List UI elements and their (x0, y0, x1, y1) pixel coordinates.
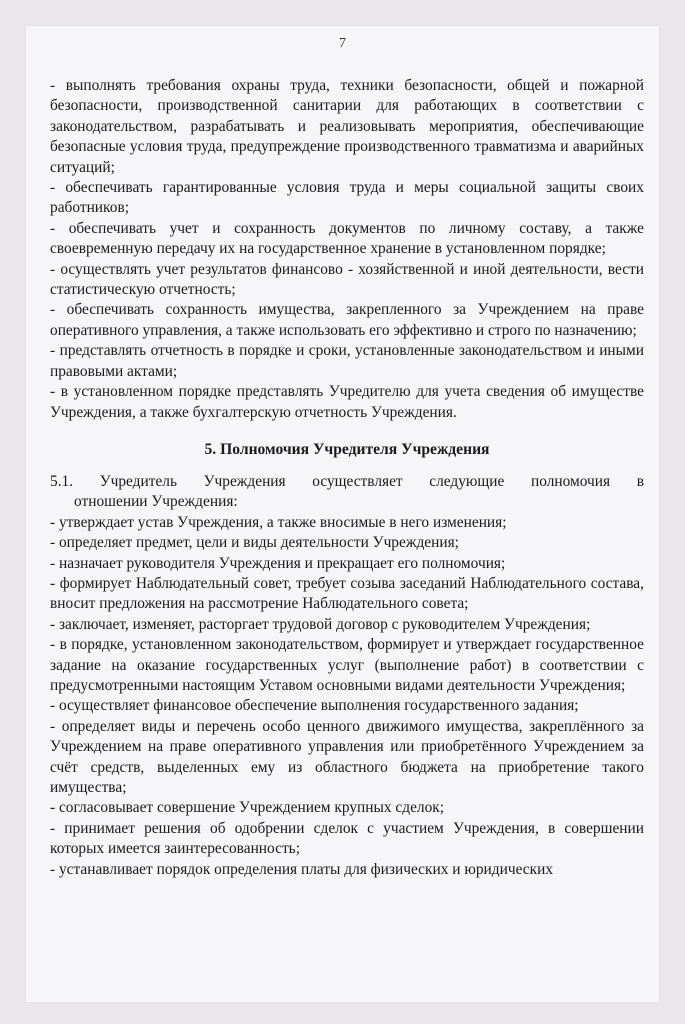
powers-list (50, 513, 644, 880)
list-item: - в установленном порядке представлять Учредителю для учета сведения об имуществе Учреждения, а также бухгалтерскую отчетность Учреждения. (50, 383, 644, 421)
list-item: - обеспечивать сохранность имущества, закрепленного за Учреждением на праве оперативного управления, а также использовать его эффективно и строго по назначению; (50, 301, 644, 339)
list-item: - утверждает устав Учреждения, а также вносимые в него изменения; (50, 513, 507, 531)
list-item: - выполнять требования охраны труда, техники безопасности, общей и пожарной безопасности, производственной санитарии для работающих в соответствии с законодательством, разрабатывать и реализовывать мероприятия, обеспечивающие безопасные условия труда, предупреждение производственного травматизма и аварийных ситуаций; (50, 77, 644, 176)
list-item: - осуществляет финансовое обеспечение выполнения государственного задания; (50, 697, 579, 715)
list-item: - назначает руководителя Учреждения и прекращает его полномочия; (50, 554, 506, 572)
obligations-list (50, 76, 644, 423)
list-item: - осуществлять учет результатов финансово - хозяйственной и иной деятельности, вести статистическую отчетность; (50, 260, 644, 299)
clause-5-1 (50, 472, 644, 513)
list-item: - представлять отчетность в порядке и сроки, установленные законодательством и иными правовыми актами; (50, 342, 644, 380)
list-item: - устанавливает порядок определения платы для физических и юридических (50, 860, 554, 878)
list-item: - определяет виды и перечень особо ценного движимого имущества, закреплённого за Учреждением на праве оперативного управления или приобретённого Учреждением за счёт средств, выделенных ему из областного бюджета на приобретение такого имущества; (50, 717, 644, 796)
document-page (26, 26, 659, 1002)
page-content (50, 76, 644, 880)
page-number: 7 (339, 36, 346, 51)
section-title: 5. Полномочия Учредителя Учреждения (204, 440, 490, 458)
list-item: - обеспечивать гарантированные условия труда и меры социальной защиты своих работников; (50, 179, 644, 217)
list-item: - заключает, изменяет, расторгает трудовой договор с руководителем Учреждения; (50, 615, 591, 633)
list-item: - обеспечивать учет и сохранность документов по личному составу, а также своевременную передачу их на государственное хранение в установленном порядке; (50, 219, 644, 258)
list-item: - в порядке, установленном законодательством, формирует и утверждает государственное задание на оказание государственных услуг (выполнение работ) в соответствии с предусмотренными настоящим Уставом основными видами деятельности Учреждения; (50, 636, 644, 694)
list-item: - определяет предмет, цели и виды деятельности Учреждения; (50, 534, 459, 552)
list-item: - принимает решения об одобрении сделок с участием Учреждения, в совершении которых имеется заинтересованность; (50, 819, 644, 858)
list-item: - согласовывает совершение Учреждением крупных сделок; (50, 799, 445, 817)
clause-5-1-line-1: 5.1. Учредитель Учреждения осуществляет следующие полномочия в (50, 472, 644, 490)
clause-5-1-line-2: отношении Учреждения: (74, 493, 238, 511)
list-item: - формирует Наблюдательный совет, требует созыва заседаний Наблюдательного состава, вносит предложения на рассмотрение Наблюдательного совета; (50, 574, 644, 613)
